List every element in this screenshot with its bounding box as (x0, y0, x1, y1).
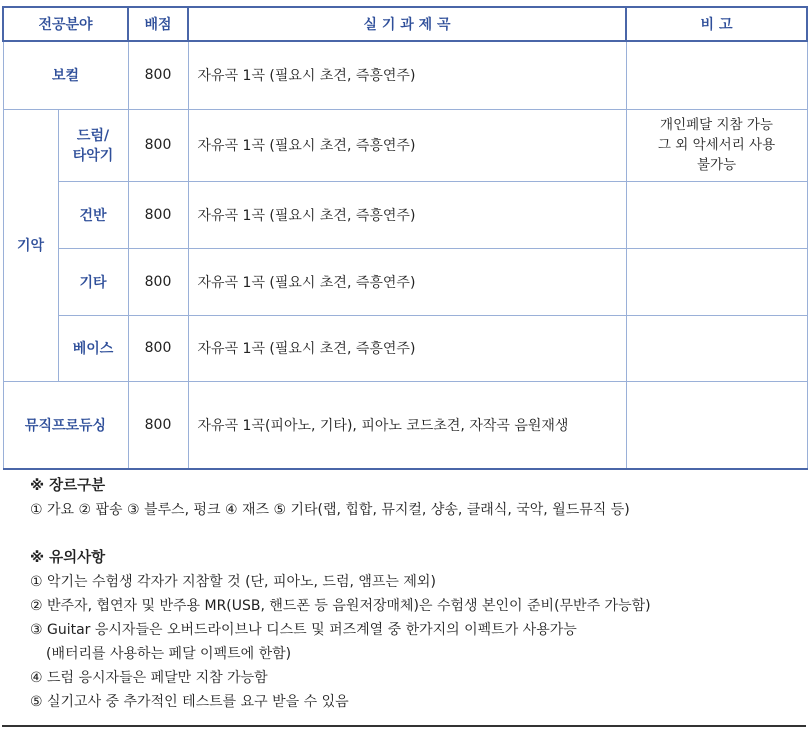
notes-section (30, 474, 800, 714)
table-row-music-production (3, 381, 807, 469)
task-guitar: 자유곡 1곡 (필요시 초견, 즉흥연주) (188, 248, 626, 315)
task-keyboard: 자유곡 1곡 (필요시 초견, 즉흥연주) (188, 181, 626, 248)
score-music-production: 800 (128, 381, 188, 469)
note-keyboard (626, 181, 807, 248)
task-drums: 자유곡 1곡 (필요시 초견, 즉흥연주) (188, 109, 626, 181)
field-instrument-group: 기악 (3, 109, 58, 381)
field-drums (58, 109, 128, 181)
table-row-keyboard (3, 181, 807, 248)
field-keyboard: 건반 (58, 181, 128, 248)
field-music-production: 뮤직프로듀싱 (3, 381, 128, 469)
note-item-1: ① 악기는 수험생 각자가 지참할 것 (단, 피아노, 드럼, 앰프는 제외) (30, 574, 436, 590)
table-row-drums (3, 109, 807, 181)
note-item-3-cont: (배터리를 사용하는 페달 이펙트에 한함) (46, 646, 292, 662)
score-guitar: 800 (128, 248, 188, 315)
table-row-vocal (3, 41, 807, 109)
score-bass: 800 (128, 315, 188, 381)
note-item-4: ④ 드럼 응시자들은 페달만 지참 가능함 (30, 670, 268, 686)
field-drums-line2: 타악기 (72, 148, 114, 164)
genre-title: ※ 장르구분 (30, 478, 106, 494)
field-bass: 베이스 (58, 315, 128, 381)
note-item-3: ③ Guitar 응시자들은 오버드라이브나 디스트 및 퍼즈계열 중 한가지의 이펙트가 사용가능 (30, 622, 577, 638)
header-note: 비 고 (626, 7, 807, 41)
header-task: 실 기 과 제 곡 (188, 7, 626, 41)
score-keyboard: 800 (128, 181, 188, 248)
note-drums-line1: 개인페달 지참 가능 (660, 117, 773, 133)
score-vocal: 800 (128, 41, 188, 109)
note-drums-line3: 불가능 (696, 157, 737, 173)
score-drums: 800 (128, 109, 188, 181)
note-guitar (626, 248, 807, 315)
note-item-2: ② 반주자, 협연자 및 반주용 MR(USB, 핸드폰 등 음원저장매체)은 수험생 본인이 준비(무반주 가능함) (30, 598, 651, 614)
field-guitar: 기타 (58, 248, 128, 315)
header-score: 배점 (128, 7, 188, 41)
exam-table (2, 6, 808, 470)
note-drums (626, 109, 807, 181)
bottom-divider (2, 725, 806, 727)
note-music-production (626, 381, 807, 469)
note-drums-line2: 그 외 악세서리 사용 (657, 137, 776, 153)
note-bass (626, 315, 807, 381)
table-row-bass (3, 315, 807, 381)
task-vocal: 자유곡 1곡 (필요시 초견, 즉흥연주) (188, 41, 626, 109)
field-drums-line1: 드럼/ (76, 128, 110, 144)
note-vocal (626, 41, 807, 109)
spacer (30, 522, 800, 546)
genre-items: ① 가요 ② 팝송 ③ 블루스, 펑크 ④ 재즈 ⑤ 기타(랩, 힙합, 뮤지컬, 샹송, 클래식, 국악, 월드뮤직 등) (30, 502, 630, 518)
table-header-row (3, 7, 807, 41)
notes-title: ※ 유의사항 (30, 550, 106, 566)
field-vocal: 보컬 (3, 41, 128, 109)
header-field: 전공분야 (3, 7, 128, 41)
task-music-production: 자유곡 1곡(피아노, 기타), 피아노 코드초견, 자작곡 음원재생 (188, 381, 626, 469)
note-item-5: ⑤ 실기고사 중 추가적인 테스트를 요구 받을 수 있음 (30, 694, 349, 710)
table-row-guitar (3, 248, 807, 315)
task-bass: 자유곡 1곡 (필요시 초견, 즉흥연주) (188, 315, 626, 381)
